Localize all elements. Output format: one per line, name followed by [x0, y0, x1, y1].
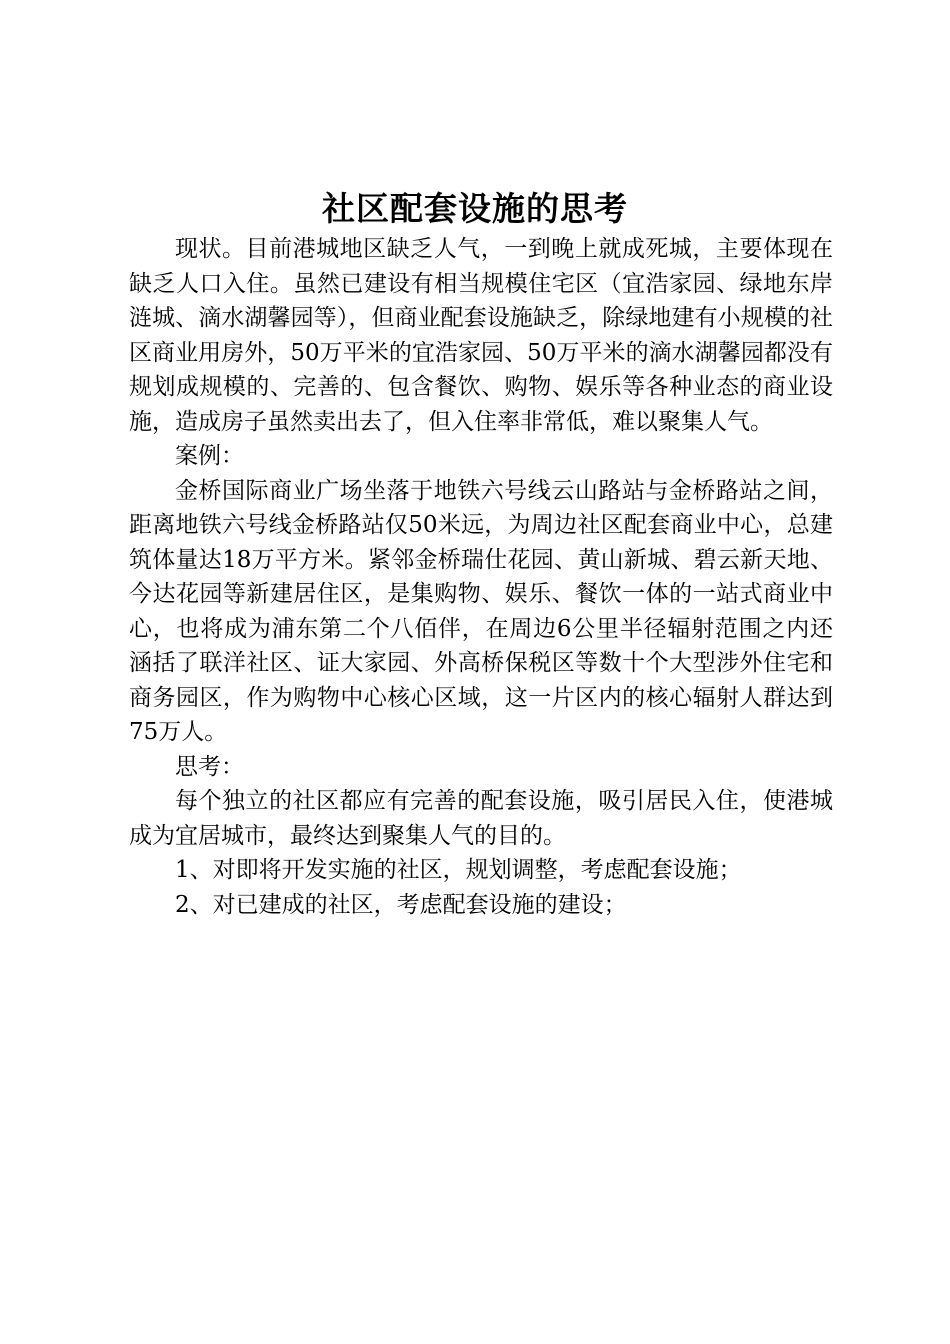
- paragraph-status: 现状。目前港城地区缺乏人气，一到晚上就成死城，主要体现在缺乏人口入住。虽然已建设有相当规模住宅区（宜浩家园、绿地东岸涟城、滴水湖馨园等），但商业配套设施缺乏，除绿地建有小规模的社区商业用房外，50万平米的宜浩家园、50万平米的滴水湖馨园都没有规划成规模的、完善的、包含餐饮、购物、娱乐等各种业态的商业设施，造成房子虽然卖出去了，但入住率非常低，难以聚集人气。: [129, 236, 833, 435]
- list-item-1: 1、对即将开发实施的社区，规划调整，考虑配套设施；: [175, 857, 742, 883]
- heading-case: 案例：: [175, 443, 244, 469]
- list-item-2: 2、对已建成的社区，考虑配套设施的建设；: [175, 891, 627, 918]
- paragraph-thinking: 每个独立的社区都应有完善的配套设施，吸引居民入住，使港城成为宜居城市，最终达到聚集人气的目的。: [129, 788, 833, 849]
- document-title: 社区配套设施的思考: [322, 189, 628, 228]
- document-body: [129, 232, 833, 922]
- heading-thinking: 思考：: [175, 753, 244, 780]
- paragraph-case: 金桥国际商业广场坐落于地铁六号线云山路站与金桥路站之间，距离地铁六号线金桥路站仅50米远，为周边社区配套商业中心，总建筑体量达18万平方米。紧邻金桥瑞仕花园、黄山新城、碧云新天地、今达花园等新建居住区，是集购物、娱乐、餐饮一体的一站式商业中心，也将成为浦东第二个八佰伴，在周边6公里半径辐射范围之内还涵括了联洋社区、证大家园、外高桥保税区等数十个大型涉外住宅和商务园区，作为购物中心核心区域，这一片区内的核心辐射人群达到75万人。: [129, 477, 833, 745]
